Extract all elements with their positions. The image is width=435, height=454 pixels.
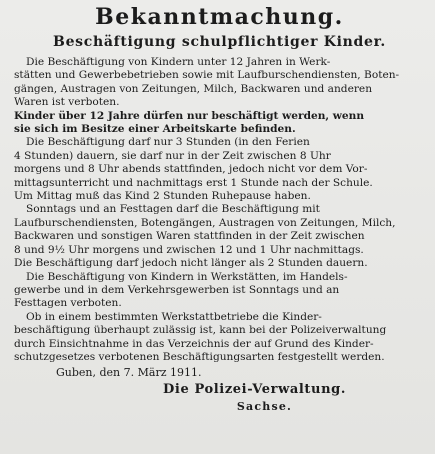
- paragraph-under-12: [14, 56, 425, 110]
- text-line: sie sich im Besitze einer Arbeitskarte befinden.: [14, 123, 296, 136]
- text-line: durch Einsichtnahme in das Verzeichnis der auf Grund des Kinder-: [14, 337, 374, 350]
- text-line: beschäftigung überhaupt zulässig ist, kann bei der Polizeiverwaltung: [14, 324, 387, 337]
- text-line: Die Beschäftigung darf jedoch nicht länger als 2 Stunden dauern.: [14, 257, 368, 270]
- text-line: gewerbe und in dem Verkehrsgewerben ist Sonntags und an: [14, 283, 340, 296]
- text-line: Sonntags und an Festtagen darf die Beschäftigung mit: [26, 203, 320, 216]
- text-line: Waren ist verboten.: [14, 96, 120, 109]
- issuing-authority: Die Polizei-Verwaltung.: [163, 382, 346, 398]
- text-line: Die Beschäftigung von Kindern unter 12 Jahren in Werk-: [26, 56, 331, 68]
- paragraph-workshops: [14, 271, 425, 311]
- text-line: Ob in einem bestimmten Werkstattbetriebe die Kinder-: [26, 310, 322, 323]
- text-line: Kinder über 12 Jahre dürfen nur beschäftigt werden, wenn: [14, 109, 365, 122]
- text-line: Die Beschäftigung darf nur 3 Stunden (in den Ferien: [26, 136, 310, 149]
- text-line: 8 und 9½ Uhr morgens und zwischen 12 und 1 Uhr nachmittags.: [14, 243, 364, 256]
- text-line: gängen, Austragen von Zeitungen, Milch, Backwaren und anderen: [14, 82, 373, 95]
- paragraph-hours: [14, 136, 425, 203]
- text-line: 4 Stunden) dauern, sie darf nur in der Zeit zwischen 8 Uhr: [14, 149, 331, 162]
- paragraph-sundays: [14, 203, 425, 270]
- text-line: morgens und 8 Uhr abends stattfinden, jedoch nicht vor dem Vor-: [14, 163, 368, 176]
- text-line: Backwaren und sonstigen Waren stattfinden in der Zeit zwischen: [14, 230, 365, 243]
- text-line: Um Mittag muß das Kind 2 Stunden Ruhepause haben.: [14, 190, 311, 203]
- signatory-name: Sachse.: [236, 400, 293, 414]
- text-line: schutzgesetzes verbotenen Beschäftigungsarten festgestellt werden.: [14, 350, 385, 363]
- text-line: stätten und Gewerbebetrieben sowie mit Laufburschendiensten, Boten-: [14, 69, 400, 82]
- date-line: Guben, den 7. März 1911.: [56, 366, 202, 380]
- paragraph-work-card: [14, 110, 425, 137]
- notice-subtitle: Beschäftigung schulpflichtiger Kinder.: [53, 34, 386, 50]
- paragraph-registry: [14, 311, 425, 365]
- notice-title: Bekanntmachung.: [95, 4, 344, 30]
- text-line: Die Beschäftigung von Kindern in Werkstätten, im Handels-: [26, 270, 348, 283]
- text-line: Laufburschendiensten, Botengängen, Austragen von Zeitungen, Milch,: [14, 216, 396, 229]
- text-line: Festtagen verboten.: [14, 297, 122, 310]
- text-line: mittagsunterricht und nachmittags erst 1 Stunde nach der Schule.: [14, 176, 373, 189]
